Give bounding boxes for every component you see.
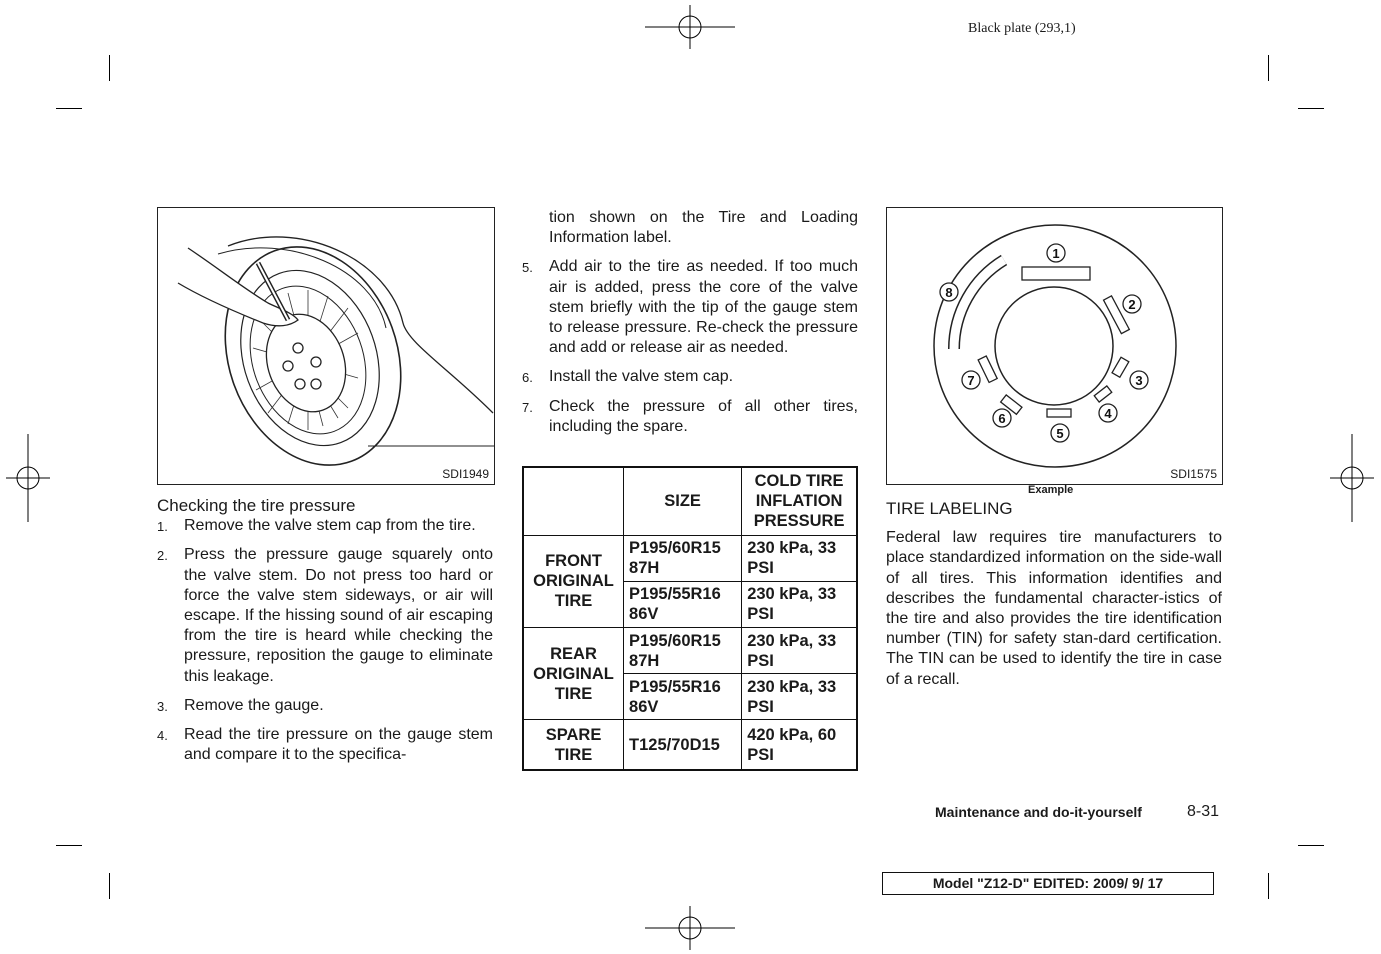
figure-id: SDI1575 bbox=[1170, 467, 1217, 481]
row-label: SPARE TIRE bbox=[523, 720, 624, 770]
crop-mark bbox=[1298, 845, 1324, 846]
list-item bbox=[522, 397, 858, 437]
crop-mark bbox=[109, 55, 110, 81]
callout-1: 1 bbox=[1052, 246, 1060, 261]
table-cell-size: P195/60R15 87H bbox=[624, 535, 742, 581]
tire-pressure-table bbox=[522, 466, 858, 771]
registration-mark-bottom bbox=[645, 906, 735, 950]
column-2 bbox=[522, 208, 858, 446]
table-row bbox=[523, 720, 857, 770]
column-1 bbox=[157, 496, 493, 774]
steps-list-1 bbox=[157, 516, 493, 765]
figure-tire-labeling bbox=[886, 207, 1223, 485]
step-number: 5. bbox=[522, 260, 533, 276]
crop-mark bbox=[1298, 108, 1324, 109]
table-cell-pressure: 230 kPa, 33 PSI bbox=[742, 535, 857, 581]
table-cell-size: P195/55R16 86V bbox=[624, 581, 742, 627]
tire-gauge-illustration bbox=[158, 208, 494, 484]
step-text: Remove the valve stem cap from the tire. bbox=[184, 517, 476, 535]
row-label: REAR ORIGINAL TIRE bbox=[523, 628, 624, 720]
step-text: Press the pressure gauge squarely onto the valve stem. Do not press too hard or force the valve stem sideways, or air will escape. If the hissing sound of air escaping from the tire is heard while checking the pressure, reposition the gauge to eliminate this leakage. bbox=[184, 546, 493, 685]
column-3 bbox=[886, 499, 1222, 690]
list-item bbox=[157, 696, 493, 716]
crop-mark bbox=[56, 845, 82, 846]
table-cell-pressure: 230 kPa, 33 PSI bbox=[742, 628, 857, 674]
row-label: FRONT ORIGINAL TIRE bbox=[523, 535, 624, 627]
crop-mark bbox=[1268, 55, 1269, 81]
step-text: Remove the gauge. bbox=[184, 696, 324, 714]
callout-2: 2 bbox=[1128, 297, 1136, 312]
crop-mark bbox=[56, 108, 82, 109]
callout-5: 5 bbox=[1056, 426, 1064, 441]
figure-id: SDI1949 bbox=[442, 467, 489, 481]
section-heading: TIRE LABELING bbox=[886, 499, 1013, 518]
table-cell-size: T125/70D15 bbox=[624, 720, 742, 770]
table-header-position bbox=[523, 467, 624, 535]
body-text: Federal law requires tire manufacturers to place standardized information on the side-wall of all tires. This information identifies and describes the fundamental character-istics of the tire and also provides the tire identification number (TIN) for safety stan-dard certification. The TIN can be used to identify the tire in case of a recall. bbox=[886, 529, 1222, 688]
step-text: Install the valve stem cap. bbox=[549, 368, 734, 386]
table-cell-pressure: 230 kPa, 33 PSI bbox=[742, 674, 857, 720]
figure-caption-example: Example bbox=[1028, 484, 1074, 496]
callout-8: 8 bbox=[945, 285, 953, 300]
step-number: 6. bbox=[522, 370, 533, 386]
table-header-size: SIZE bbox=[624, 467, 742, 535]
list-item bbox=[522, 257, 858, 358]
table-row bbox=[523, 535, 857, 581]
figure-tire-gauge bbox=[157, 207, 495, 485]
step-text: Check the pressure of all other tires, including the spare. bbox=[549, 397, 858, 435]
step-text: Add air to the tire as needed. If too much air is added, press the core of the valve stem briefly with the tip of the gauge stem to release pressure. Re-check the pressure and add or release air as needed. bbox=[549, 258, 858, 357]
table-cell-pressure: 230 kPa, 33 PSI bbox=[742, 581, 857, 627]
step-number: 4. bbox=[157, 728, 168, 744]
callout-7: 7 bbox=[967, 373, 975, 388]
crop-mark bbox=[109, 873, 110, 899]
footer-section-title: Maintenance and do-it-yourself bbox=[935, 804, 1142, 820]
step-text: Read the tire pressure on the gauge stem and compare it to the specifica- bbox=[184, 726, 493, 764]
list-item bbox=[157, 516, 493, 536]
step-number: 7. bbox=[522, 399, 533, 415]
table-header-pressure: COLD TIRE INFLATION PRESSURE bbox=[742, 467, 857, 535]
tire-sidewall-diagram bbox=[887, 208, 1222, 484]
registration-mark-top bbox=[645, 5, 735, 49]
list-item bbox=[157, 725, 493, 765]
step-number: 3. bbox=[157, 698, 168, 714]
plate-label: Black plate (293,1) bbox=[968, 21, 1076, 36]
figure-caption: Checking the tire pressure bbox=[157, 496, 356, 515]
table-row bbox=[523, 628, 857, 674]
page-number: 8-31 bbox=[1187, 803, 1220, 820]
registration-mark-left bbox=[6, 434, 50, 522]
table-cell-pressure: 420 kPa, 60 PSI bbox=[742, 720, 857, 770]
table-cell-size: P195/55R16 86V bbox=[624, 674, 742, 720]
registration-mark-right bbox=[1330, 434, 1374, 522]
callout-4: 4 bbox=[1104, 406, 1112, 421]
callout-6: 6 bbox=[998, 411, 1006, 426]
list-item bbox=[522, 367, 858, 387]
model-edited-label: Model "Z12-D" EDITED: 2009/ 9/ 17 bbox=[882, 872, 1214, 895]
step-number: 2. bbox=[157, 548, 168, 564]
table-cell-size: P195/60R15 87H bbox=[624, 628, 742, 674]
list-item bbox=[157, 545, 493, 686]
steps-list-2 bbox=[522, 257, 858, 437]
crop-mark bbox=[1268, 873, 1269, 899]
step-number: 1. bbox=[157, 519, 168, 535]
continuation-text: tion shown on the Tire and Loading Information label. bbox=[549, 209, 858, 247]
callout-3: 3 bbox=[1135, 373, 1143, 388]
